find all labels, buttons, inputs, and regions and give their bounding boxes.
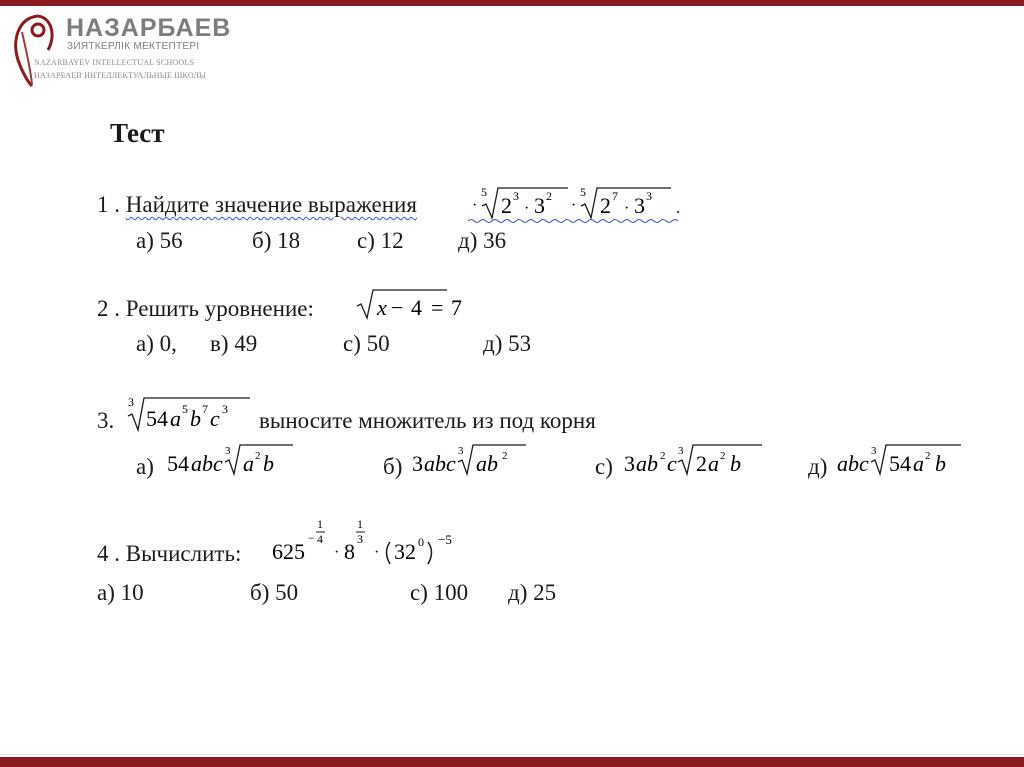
question-1 xyxy=(97,192,417,218)
svg-text:a: a xyxy=(913,451,924,476)
svg-text:·: · xyxy=(374,544,380,561)
q3-option-d-formula xyxy=(835,440,965,480)
svg-text:5: 5 xyxy=(481,185,487,199)
svg-text:a: a xyxy=(708,451,719,476)
q4-option-a: а) 10 xyxy=(97,580,144,605)
svg-text:a: a xyxy=(243,451,254,476)
svg-text:5: 5 xyxy=(580,185,586,199)
q2-option-a: а) 0, xyxy=(136,331,177,356)
question-4-formula xyxy=(270,512,480,572)
svg-text:3: 3 xyxy=(225,445,231,457)
svg-text:−: − xyxy=(308,531,315,545)
question-number: 2 xyxy=(97,296,109,321)
question-1-formula xyxy=(468,180,698,224)
svg-text:x: x xyxy=(377,295,387,320)
svg-text:ab: ab xyxy=(476,451,498,476)
svg-text:b: b xyxy=(935,451,946,476)
svg-text:2: 2 xyxy=(925,450,931,462)
svg-text:4: 4 xyxy=(411,295,422,320)
svg-text:2: 2 xyxy=(255,450,261,462)
question-3-number: 3. xyxy=(97,408,115,433)
svg-text:3: 3 xyxy=(678,445,684,457)
svg-text:·: · xyxy=(334,544,340,561)
question-sep: . xyxy=(114,192,120,217)
svg-text:c: c xyxy=(667,451,677,476)
svg-text:3: 3 xyxy=(222,402,228,416)
svg-text:b: b xyxy=(263,451,274,476)
question-text: Решить уровнение: xyxy=(125,296,314,321)
q3-option-d-label: д) xyxy=(808,454,828,479)
svg-text:c: c xyxy=(210,406,220,431)
svg-text:54: 54 xyxy=(889,451,911,476)
bottom-brand-bar xyxy=(0,757,1024,767)
svg-text:3: 3 xyxy=(534,193,545,218)
q3-option-c-formula xyxy=(622,440,772,480)
question-4 xyxy=(97,541,241,567)
svg-text:2: 2 xyxy=(501,193,512,218)
q4-option-c: с) 100 xyxy=(410,580,469,605)
footer-divider xyxy=(0,754,1024,755)
q4-option-b: б) 50 xyxy=(250,580,299,605)
svg-text:2: 2 xyxy=(502,450,508,462)
svg-text:b: b xyxy=(190,406,201,431)
svg-text:3: 3 xyxy=(624,451,635,476)
question-number: 1 xyxy=(97,192,109,217)
svg-text:2: 2 xyxy=(660,450,666,462)
svg-text:32: 32 xyxy=(394,539,416,564)
svg-text:3: 3 xyxy=(357,532,363,546)
svg-text:0: 0 xyxy=(418,535,424,549)
school-logo xyxy=(8,10,248,88)
svg-text:4: 4 xyxy=(317,532,323,546)
svg-text:.: . xyxy=(676,200,680,217)
q3-option-c-label: с) xyxy=(595,454,613,479)
svg-text:8: 8 xyxy=(344,539,355,564)
question-sep: . xyxy=(114,541,120,566)
question-text: Найдите значение выражения xyxy=(125,192,417,217)
q2-option-d: д) 53 xyxy=(483,331,532,356)
svg-text:3: 3 xyxy=(458,445,464,457)
svg-text:·: · xyxy=(571,197,577,214)
svg-text:54: 54 xyxy=(146,406,168,431)
q1-option-a: а) 56 xyxy=(136,228,183,253)
svg-text:2: 2 xyxy=(600,193,611,218)
q1-option-b: б) 18 xyxy=(252,228,301,253)
svg-text:−: − xyxy=(391,295,404,320)
svg-text:1: 1 xyxy=(357,517,363,531)
svg-text:7: 7 xyxy=(202,402,208,416)
svg-text:a: a xyxy=(170,406,181,431)
svg-text:1: 1 xyxy=(317,517,323,531)
question-3-text: выносите множитель из под корня xyxy=(259,408,596,433)
svg-text:·: · xyxy=(472,197,478,214)
logo-subtitle-en: NAZARBAYEV INTELLECTUAL SCHOOLS xyxy=(34,58,195,67)
question-2 xyxy=(97,296,314,322)
svg-text:abc: abc xyxy=(191,451,223,476)
logo-title: НАЗАРБАЕВ xyxy=(66,14,232,42)
svg-text:−5: −5 xyxy=(438,532,452,547)
q3-option-b-formula xyxy=(410,440,530,480)
svg-text:2: 2 xyxy=(696,451,707,476)
svg-text:3: 3 xyxy=(634,193,645,218)
svg-text:625: 625 xyxy=(272,539,305,564)
svg-text:3: 3 xyxy=(513,189,519,203)
q3-option-b-label: б) xyxy=(383,454,403,479)
top-brand-bar xyxy=(0,0,1024,6)
question-2-formula xyxy=(355,284,475,324)
svg-text:b: b xyxy=(730,451,741,476)
svg-text:7: 7 xyxy=(451,295,462,320)
q1-option-d: д) 36 xyxy=(458,228,507,253)
q3-option-a-label: а) xyxy=(136,454,154,479)
q2-option-b: в) 49 xyxy=(210,331,258,356)
question-sep: . xyxy=(114,296,120,321)
question-3-formula xyxy=(122,392,254,436)
page-title: Тест xyxy=(110,118,165,148)
svg-text:3: 3 xyxy=(128,395,134,409)
q2-option-c: с) 50 xyxy=(343,331,390,356)
svg-text:abc: abc xyxy=(837,451,869,476)
svg-text:7: 7 xyxy=(612,189,618,203)
question-text: Вычислить: xyxy=(125,541,242,566)
q4-option-d: д) 25 xyxy=(508,580,557,605)
q3-option-a-formula xyxy=(165,440,305,480)
svg-text:·: · xyxy=(524,200,530,217)
logo-subtitle-ru: НАЗАРБАЕВ ИНТЕЛЛЕКТУАЛЬНЫЕ ШКОЛЫ xyxy=(34,71,207,80)
svg-text:·: · xyxy=(624,200,630,217)
q1-option-c: с) 12 xyxy=(357,228,404,253)
svg-text:3: 3 xyxy=(412,451,423,476)
svg-text:54: 54 xyxy=(167,451,189,476)
svg-text:2: 2 xyxy=(546,189,552,203)
svg-text:3: 3 xyxy=(871,445,877,457)
svg-text:5: 5 xyxy=(182,402,188,416)
svg-text:ab: ab xyxy=(636,451,658,476)
svg-text:=: = xyxy=(431,295,444,320)
svg-text:2: 2 xyxy=(720,450,726,462)
svg-text:3: 3 xyxy=(646,189,652,203)
logo-subtitle-kz: ЗИЯТКЕРЛІК МЕКТЕПТЕРІ xyxy=(67,41,200,52)
question-number: 4 xyxy=(97,541,109,566)
svg-text:abc: abc xyxy=(424,451,456,476)
